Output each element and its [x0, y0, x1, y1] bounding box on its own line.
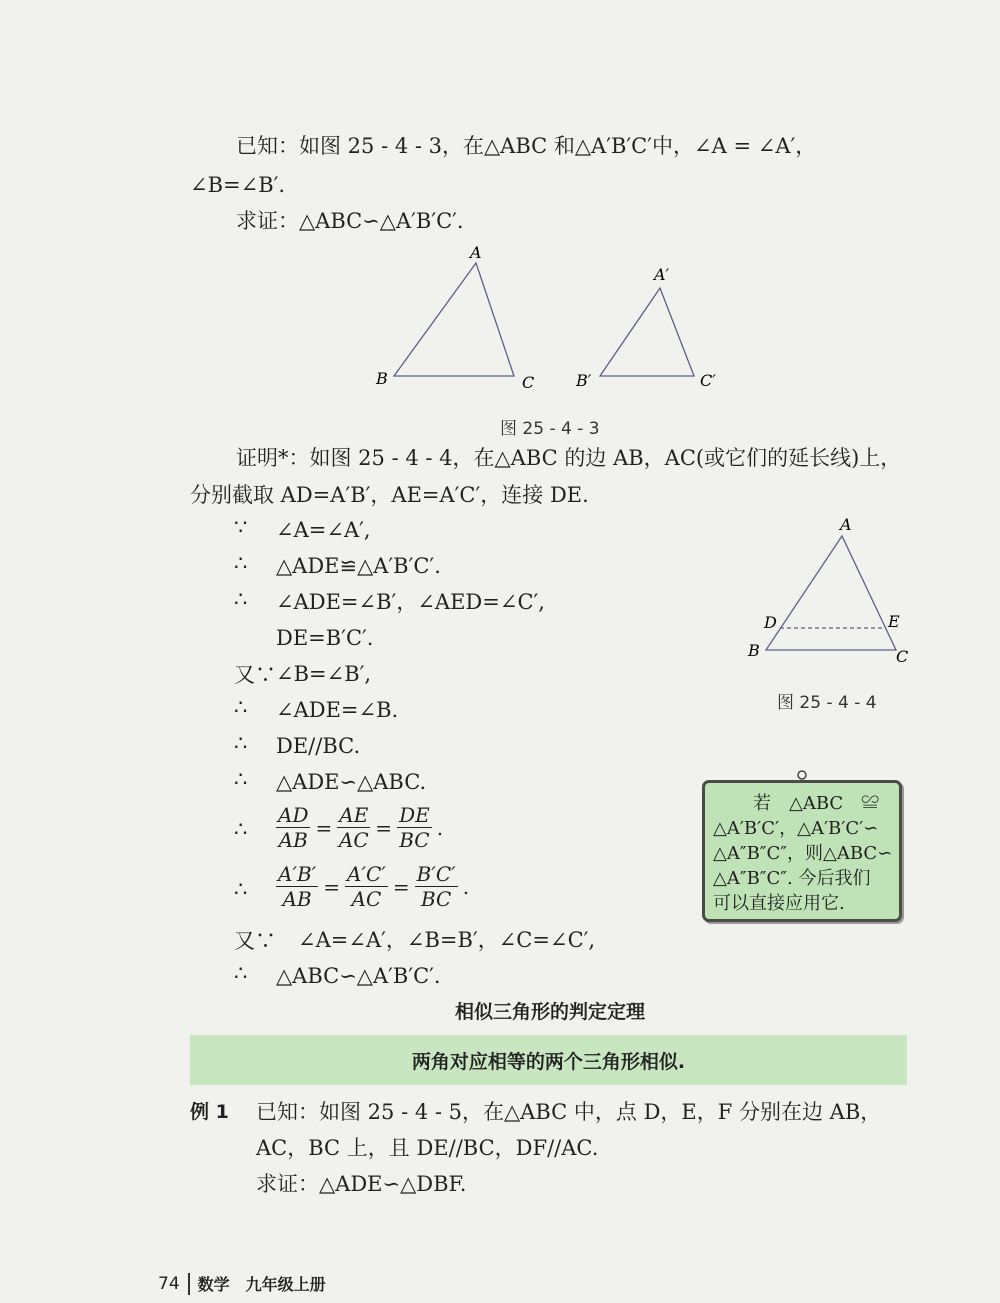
figure-25-4-4-caption: 图 25 - 4 - 4 [777, 693, 877, 713]
fraction: $\frac{AE}{AC}$ [338, 803, 369, 852]
fraction: $\frac{AD}{AB}$ [278, 803, 309, 852]
book-title: 数学 九年级上册 [197, 1275, 326, 1294]
label-b: B [376, 369, 388, 388]
step-symbol: ∵ [234, 515, 248, 539]
page-number: 74 [158, 1273, 180, 1294]
step-text: △ABC∽△A′B′C′. [276, 964, 441, 988]
footer-divider [188, 1273, 190, 1295]
prove-statement-1: 求证：△ABC∽△A′B′C′. [236, 209, 464, 233]
triangle-a2b2c2 [600, 288, 694, 376]
step-symbol: ∴ [234, 587, 248, 611]
step-text: △ADE≌△A′B′C′. [276, 554, 441, 578]
proof-intro-line-1: 证明*：如图 25 - 4 - 4，在△ABC 的边 AB，AC(或它们的延长线)上， [236, 446, 902, 470]
step-symbol: 又∵ [234, 929, 276, 953]
step-text: ∠A=∠A′, [276, 518, 371, 542]
step-text: ∠A=∠A′，∠B=B′，∠C=∠C′, [298, 928, 596, 952]
note-line: 若 △ABC ≌ [753, 793, 880, 814]
side-note [702, 780, 902, 922]
step-symbol: ∴ [234, 877, 248, 901]
fraction: $\frac{A'C'}{AC}$ [347, 862, 386, 911]
ratio-equation-1: $\frac{AD}{AB}$ = $\frac{AE}{AC}$ = $\frac{DE}{BC}$ . [278, 803, 444, 852]
label-d: D [764, 613, 777, 632]
label-c-prime: C′ [700, 371, 716, 390]
step-text: DE=B′C′. [276, 626, 374, 650]
label-e: E [888, 612, 900, 631]
triangle-abc-2 [766, 536, 896, 650]
step-symbol: ∴ [234, 961, 248, 985]
step-text: △ADE∽△ABC. [276, 770, 427, 794]
step-text: ∠ADE=∠B. [276, 698, 399, 722]
label-b-prime: B′ [576, 371, 592, 390]
step-symbol: ∴ [234, 695, 248, 719]
example-label: 例 1 [190, 1101, 229, 1123]
example-line-1: 已知：如图 25 - 4 - 5，在△ABC 中，点 D，E，F 分别在边 AB， [256, 1100, 882, 1124]
step-text: ∠B=∠B′, [276, 662, 372, 686]
label-c: C [522, 373, 535, 392]
footer [158, 1272, 326, 1295]
example-line-2: AC，BC 上，且 DE//BC，DF//AC. [256, 1136, 599, 1160]
fraction: $\frac{A'B'}{AB}$ [278, 862, 317, 911]
label-a: A [470, 243, 482, 262]
label-c: C [896, 647, 909, 666]
step-symbol: ∴ [234, 551, 248, 575]
note-line: △A″B″C″. 今后我们 [713, 868, 871, 889]
label-a-prime: A′ [654, 265, 670, 284]
figure-25-4-3 [370, 240, 730, 400]
theorem-statement: 两角对应相等的两个三角形相似. [411, 1050, 686, 1073]
step-symbol: ∴ [234, 767, 248, 791]
theorem-box [190, 1035, 907, 1085]
example-prove: 求证：△ADE∽△DBF. [256, 1172, 467, 1196]
label-b: B [748, 641, 760, 660]
figure-25-4-4 [740, 512, 920, 672]
fraction: $\frac{B'C'}{BC}$ [416, 862, 456, 911]
step-text: DE//BC. [276, 734, 361, 758]
given-line-1: 已知：如图 25 - 4 - 3，在△ABC 和△A′B′C′中，∠A = ∠A′， [236, 134, 817, 158]
given-line-2: ∠B=∠B′. [190, 173, 286, 197]
label-a: A [840, 515, 852, 534]
step-symbol: ∴ [234, 817, 248, 841]
figure-25-4-3-caption: 图 25 - 4 - 3 [500, 419, 600, 439]
note-line: △A′B′C′，△A′B′C′∽ [713, 818, 879, 839]
proof-intro-line-2: 分别截取 AD=A′B′，AE=A′C′，连接 DE. [190, 483, 589, 507]
step-symbol: 又∵ [234, 663, 276, 687]
theorem-title: 相似三角形的判定定理 [454, 1001, 645, 1023]
note-line: 可以直接应用它. [713, 893, 845, 914]
step-symbol: ∴ [234, 731, 248, 755]
step-text: ∠ADE=∠B′，∠AED=∠C′, [276, 590, 545, 614]
fraction: $\frac{DE}{BC}$ [399, 803, 430, 852]
note-line: △A″B″C″，则△ABC∽ [713, 843, 893, 864]
ratio-equation-2: $\frac{A'B'}{AB}$ = $\frac{A'C'}{AC}$ = $\frac{B'C'}{BC}$ . [278, 862, 470, 911]
triangle-abc [394, 263, 514, 376]
